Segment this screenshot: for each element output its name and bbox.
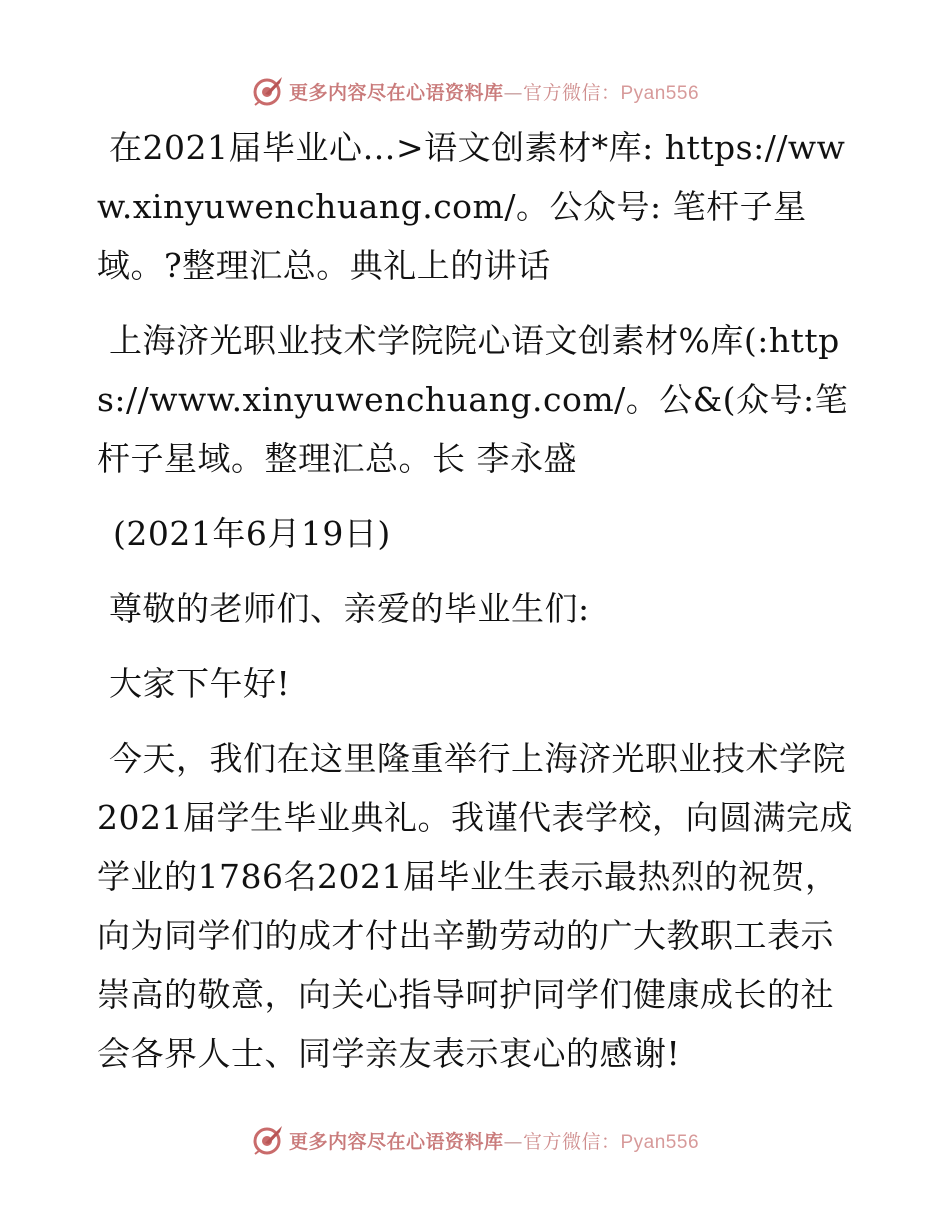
paragraph-date: (2021年6月19日) bbox=[113, 514, 391, 553]
paragraph-body: 今天，我们在这里隆重举行上海济光职业技术学院2021届学生毕业典礼。我谨代表学校，向圆满完成学业的1786名2021届毕业生表示最热烈的祝贺，向为同学们的成才付出辛勤劳动的广大教职工表示崇高的敬意，向关心指导呵护同学们健康成长的社会各界人士、同学亲友表示衷心的感谢! bbox=[97, 739, 853, 1073]
paragraph-salutation: 尊敬的老师们、亲爱的毕业生们: bbox=[109, 589, 590, 628]
quill-logo-icon bbox=[251, 74, 285, 108]
watermark-text: 更多内容尽在心语资料库—官方微信：Pyan556 bbox=[288, 81, 700, 104]
paragraph-greeting: 大家下午好! bbox=[109, 664, 291, 703]
header-watermark-banner bbox=[0, 71, 950, 111]
paragraph-title-line: 在2021届毕业心…>语文创素材*库: https://www.xinyuwenchuang.com/。公众号: 笔杆子星域。?整理汇总。典礼上的讲话 bbox=[97, 128, 846, 285]
footer-watermark-banner bbox=[0, 1120, 950, 1160]
quill-logo-icon bbox=[251, 1123, 285, 1157]
watermark-text: 更多内容尽在心语资料库—官方微信：Pyan556 bbox=[288, 1130, 700, 1153]
document-body bbox=[97, 118, 857, 1099]
paragraph-speaker-line: 上海济光职业技术学院院心语文创素材%库(:https://www.xinyuwenchuang.com/。公&(众号:笔杆子星域。整理汇总。长 李永盛 bbox=[97, 321, 849, 478]
